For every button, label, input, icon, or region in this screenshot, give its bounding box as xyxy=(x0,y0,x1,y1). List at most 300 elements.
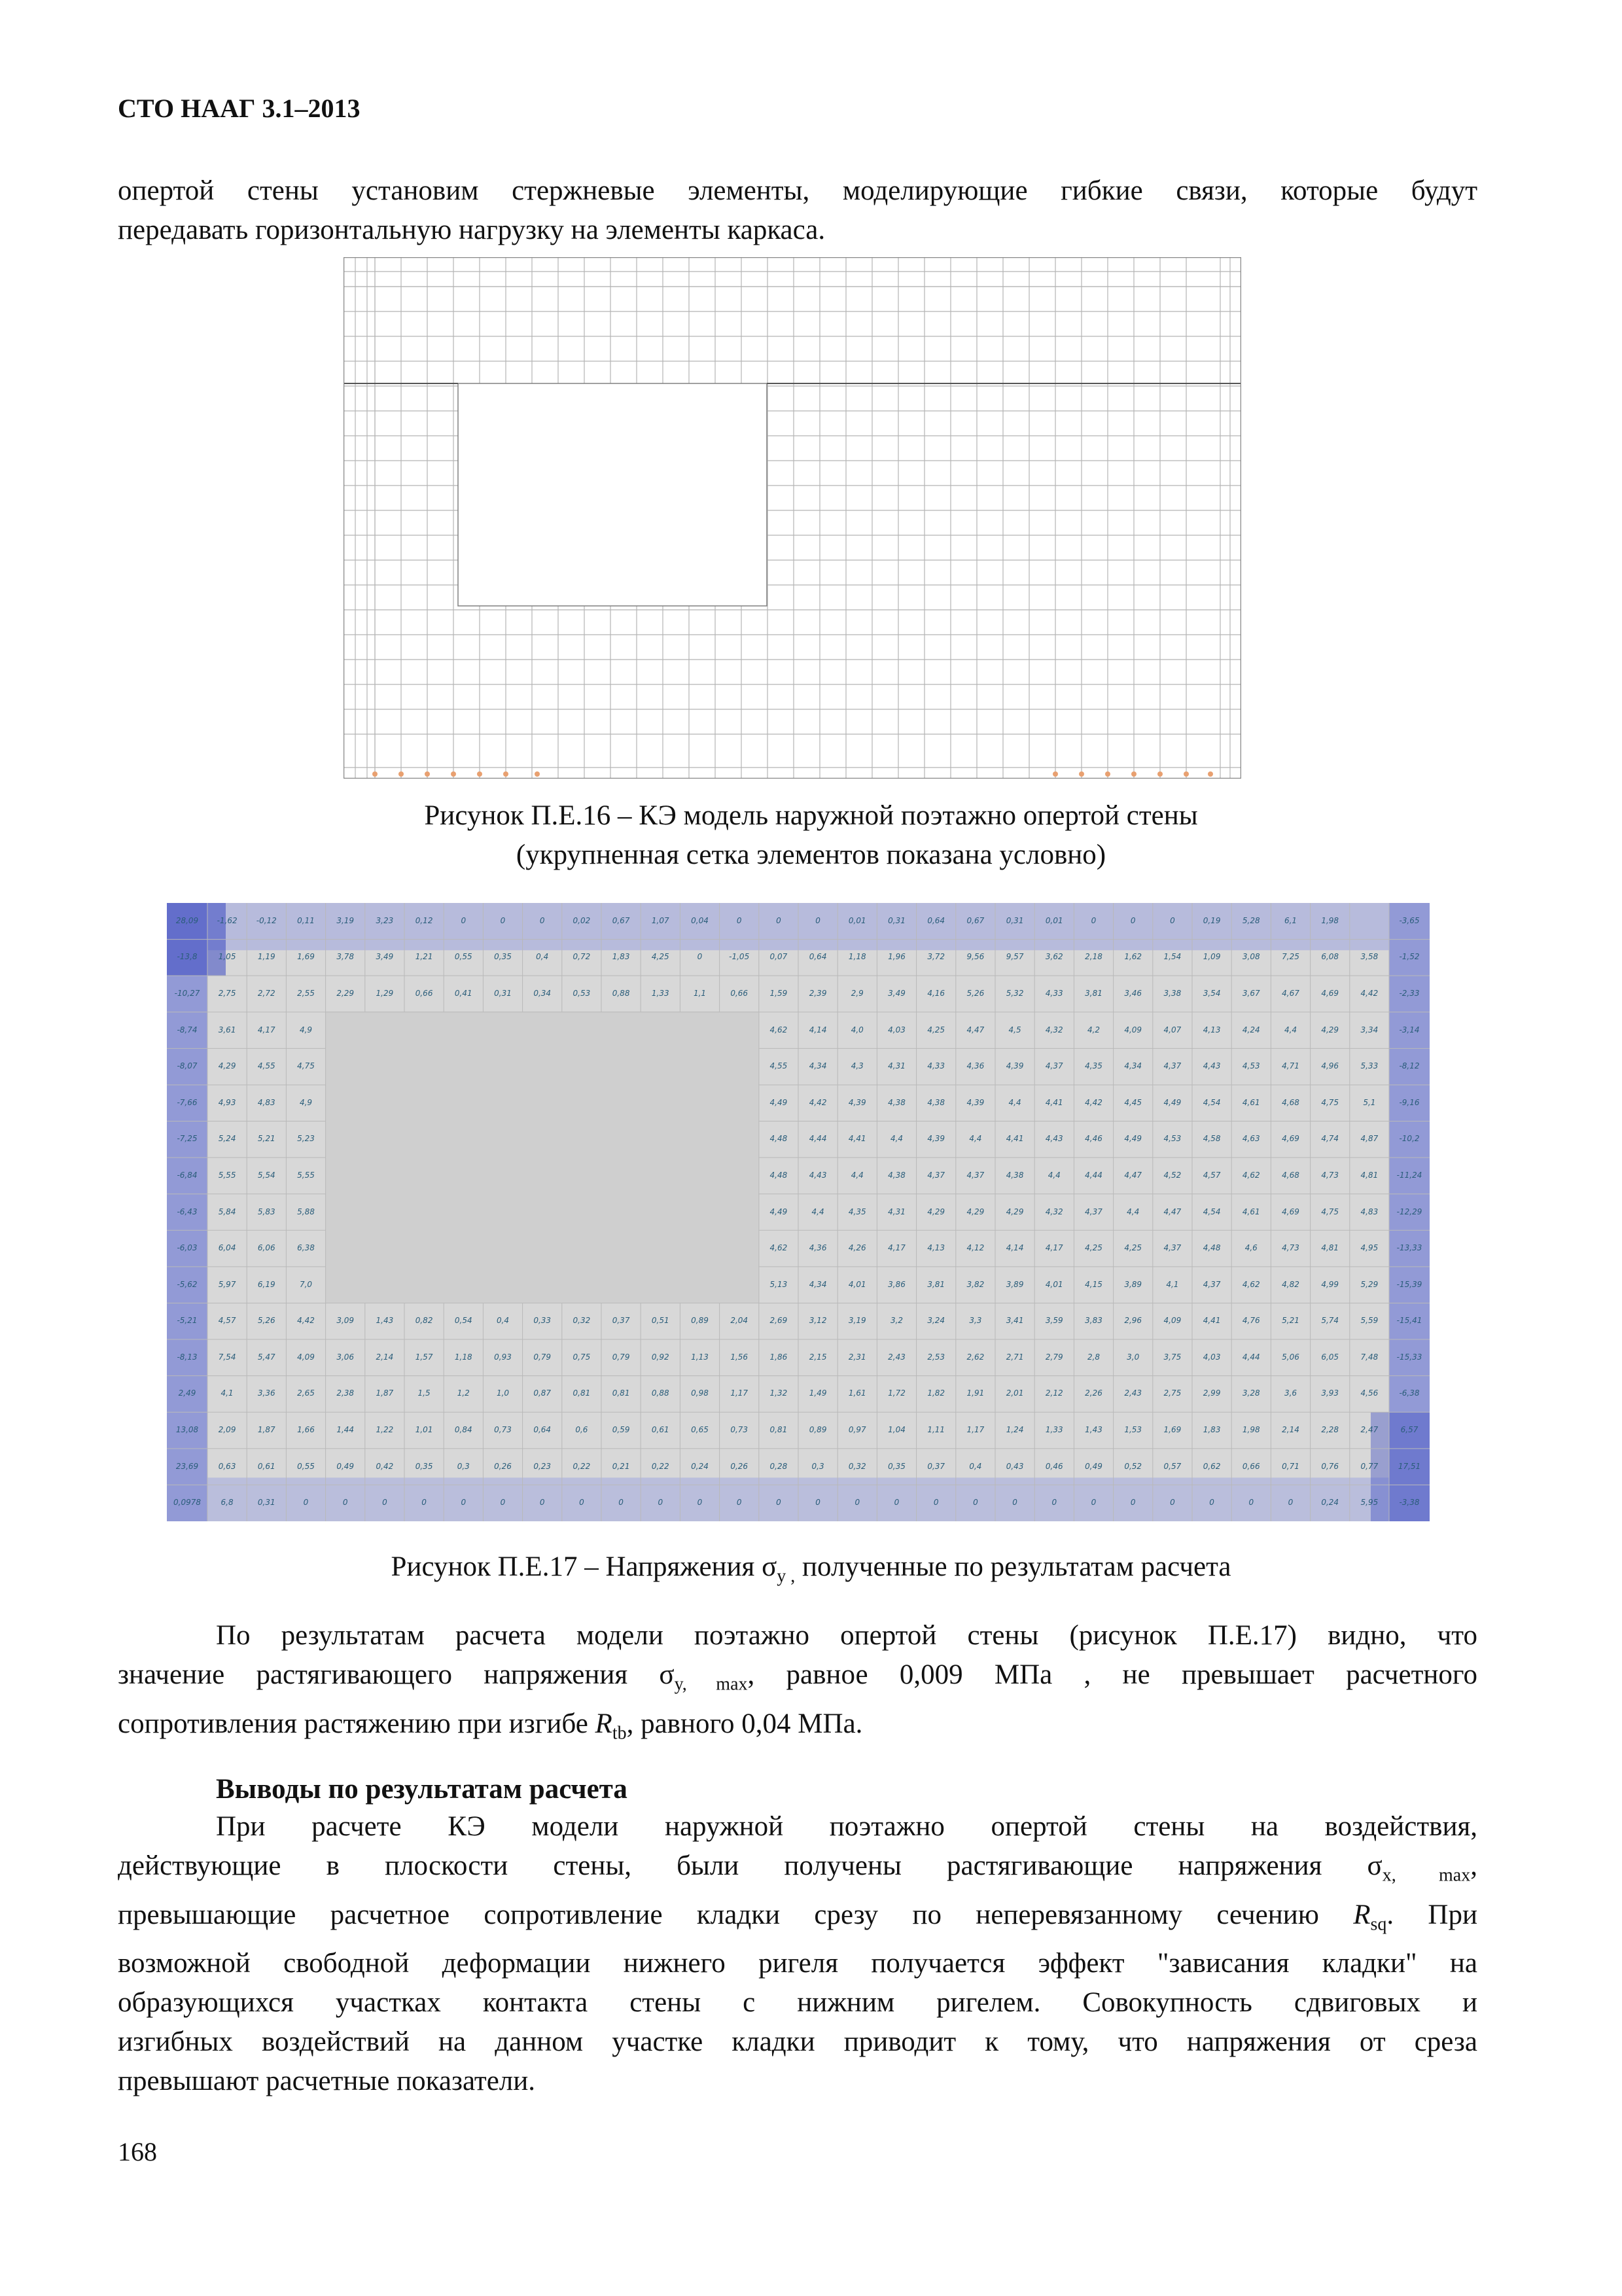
stress-value-cell: 4,4 xyxy=(969,1134,982,1144)
figure-stress-field xyxy=(167,903,1430,1521)
stress-value-cell: 0 xyxy=(776,915,781,925)
stress-value-cell: 6,06 xyxy=(257,1243,275,1253)
stress-value-cell: 3,19 xyxy=(336,915,355,925)
stress-value-cell: 3,12 xyxy=(809,1316,827,1326)
stress-value-cell: 0,42 xyxy=(376,1461,394,1471)
mesh-support-node xyxy=(1079,771,1084,777)
stress-value-cell: 3,81 xyxy=(927,1279,945,1289)
stress-value-cell: 0,79 xyxy=(533,1352,552,1362)
stress-value-cell: 2,96 xyxy=(1124,1316,1142,1326)
stress-value-cell: 1,18 xyxy=(848,952,866,962)
stress-value-cell: 1,49 xyxy=(809,1388,827,1398)
stress-value-cell: 2,71 xyxy=(1006,1352,1024,1362)
stress-value-cell: 0 xyxy=(736,915,742,925)
stress-value-cell: 1,66 xyxy=(297,1425,315,1435)
stress-value-cell: 0,51 xyxy=(651,1316,669,1326)
stress-value-cell: 0 xyxy=(855,1498,860,1508)
stress-value-cell: 5,29 xyxy=(1360,1279,1379,1289)
stress-value-cell: 0,61 xyxy=(651,1425,669,1435)
stress-value-cell: 4,57 xyxy=(218,1316,236,1326)
conclusions-line-3-R: R xyxy=(1353,1899,1371,1930)
stress-value-cell: 2,09 xyxy=(218,1425,236,1435)
stress-value-cell: 4,48 xyxy=(769,1134,788,1144)
stress-left-edge-value: 0,0978 xyxy=(173,1498,201,1508)
stress-value-cell: 2,39 xyxy=(809,988,827,998)
stress-value-cell: 0,37 xyxy=(612,1316,630,1326)
stress-value-cell: 0,22 xyxy=(573,1461,591,1471)
stress-value-cell: 4,03 xyxy=(1203,1352,1221,1362)
stress-value-cell: 0,93 xyxy=(494,1352,512,1362)
stress-value-cell: 4,42 xyxy=(1360,988,1379,998)
stress-value-cell: 1,59 xyxy=(769,988,788,998)
conclusions-line-4: возможной свободной деформации нижнего ригеля получается эффект "зависания кладки" на xyxy=(118,1948,1477,1979)
stress-right-edge-value: -3,38 xyxy=(1399,1498,1420,1508)
stress-value-cell: 0,81 xyxy=(769,1425,788,1435)
stress-value-cell: 0,73 xyxy=(730,1425,749,1435)
stress-value-cell: 4,75 xyxy=(297,1061,315,1071)
stress-value-cell: 4,4 xyxy=(1008,1097,1021,1107)
stress-value-cell: 4,25 xyxy=(1085,1243,1102,1253)
stress-value-cell: 1,83 xyxy=(612,952,630,962)
stress-value-cell: 0 xyxy=(618,1498,624,1508)
conclusions-paragraph xyxy=(118,1807,1477,2101)
stress-value-cell: 5,28 xyxy=(1242,915,1260,925)
stress-value-cell: 4,25 xyxy=(927,1025,945,1034)
stress-value-cell: 1,98 xyxy=(1321,915,1339,925)
stress-value-cell: 4,55 xyxy=(257,1061,275,1071)
stress-value-cell: 0,26 xyxy=(730,1461,749,1471)
stress-value-cell: 0 xyxy=(461,1498,467,1508)
stress-value-cell: 0,88 xyxy=(651,1388,669,1398)
stress-value-cell: 0,64 xyxy=(809,952,827,962)
stress-value-cell: 1,44 xyxy=(336,1425,355,1435)
stress-value-cell: 9,57 xyxy=(1006,952,1024,962)
stress-value-cell: 0 xyxy=(1130,915,1136,925)
page-number: 168 xyxy=(118,2137,157,2166)
stress-value-cell: 4,15 xyxy=(1085,1279,1102,1289)
stress-value-cell: 1,69 xyxy=(297,952,315,962)
stress-value-cell: 4,49 xyxy=(1163,1097,1182,1107)
stress-value-cell: 0,35 xyxy=(888,1461,906,1471)
stress-value-cell: 0 xyxy=(539,915,545,925)
stress-value-cell: 4,81 xyxy=(1360,1170,1379,1180)
stress-value-cell: 0,65 xyxy=(691,1425,709,1435)
stress-value-cell: 4,2 xyxy=(1087,1025,1101,1034)
stress-value-cell: 4,29 xyxy=(218,1061,236,1071)
stress-value-cell: 4,24 xyxy=(1242,1025,1260,1034)
stress-value-cell: 0 xyxy=(815,915,820,925)
stress-value-cell: 0 xyxy=(1091,915,1097,925)
stress-value-cell: 6,8 xyxy=(220,1498,234,1508)
intro-line-1: опертой стены установим стержневые элементы, моделирующие гибкие связи, которые будут xyxy=(118,175,1477,206)
stress-value-cell: 3,06 xyxy=(336,1352,355,1362)
mesh-support-node xyxy=(535,771,540,777)
stress-value-cell: 1,17 xyxy=(730,1388,749,1398)
stress-right-edge-value: -15,33 xyxy=(1396,1352,1422,1362)
stress-value-cell: 4,29 xyxy=(1321,1025,1339,1034)
stress-value-cell: 4,47 xyxy=(1124,1170,1142,1180)
stress-value-cell: 0 xyxy=(579,1498,584,1508)
stress-value-cell: 4,4 xyxy=(890,1134,904,1144)
stress-value-cell: 0,43 xyxy=(1006,1461,1024,1471)
stress-value-cell: 4,09 xyxy=(297,1352,315,1362)
stress-value-cell: 4,35 xyxy=(848,1207,866,1216)
stress-value-cell: 4,47 xyxy=(966,1025,985,1034)
stress-value-cell: 3,62 xyxy=(1045,952,1063,962)
stress-value-cell: 0,66 xyxy=(1242,1461,1260,1471)
stress-value-cell: 3,49 xyxy=(376,952,394,962)
stress-value-cell: 0,4 xyxy=(969,1461,982,1471)
stress-right-edge-value: -2,33 xyxy=(1399,988,1420,998)
stress-value-cell: 5,88 xyxy=(297,1207,315,1216)
mesh-support-node xyxy=(1208,771,1213,777)
stress-value-cell: 0 xyxy=(500,915,506,925)
stress-value-cell: 5,47 xyxy=(257,1352,275,1362)
stress-value-cell: 0 xyxy=(697,952,703,962)
mesh-support-node xyxy=(1105,771,1110,777)
stress-value-cell: 0,02 xyxy=(573,915,591,925)
stress-value-cell: 3,6 xyxy=(1284,1388,1297,1398)
stress-left-edge-value: 13,08 xyxy=(175,1425,199,1435)
stress-value-cell: 4,9 xyxy=(299,1025,313,1034)
stress-value-cell: 2,65 xyxy=(297,1388,315,1398)
stress-value-cell: 4,41 xyxy=(848,1134,866,1144)
stress-value-cell: 1,54 xyxy=(1163,952,1182,962)
stress-value-cell: 0,62 xyxy=(1203,1461,1221,1471)
stress-value-cell: 0 xyxy=(342,1498,348,1508)
stress-left-edge-value: -13,8 xyxy=(177,952,198,962)
stress-value-cell: 6,05 xyxy=(1321,1352,1339,1362)
stress-value-cell: 2,29 xyxy=(336,988,355,998)
stress-value-cell: 0,31 xyxy=(1006,915,1024,925)
stress-value-cell: 0 xyxy=(894,1498,900,1508)
stress-value-cell: 6,04 xyxy=(218,1243,236,1253)
stress-value-cell: 3,19 xyxy=(848,1316,866,1326)
stress-value-cell: 0,59 xyxy=(612,1425,630,1435)
stress-value-cell: 3,23 xyxy=(376,915,394,925)
stress-left-edge-value: -8,13 xyxy=(177,1352,198,1362)
stress-value-cell: 1,1 xyxy=(693,988,707,998)
stress-value-cell: 4,68 xyxy=(1282,1097,1299,1107)
stress-value-cell: 4,43 xyxy=(1203,1061,1221,1071)
stress-value-cell: 1,33 xyxy=(651,988,669,998)
stress-value-cell: 0 xyxy=(461,915,467,925)
stress-left-edge-value: -5,62 xyxy=(177,1279,198,1289)
stress-value-cell: 0 xyxy=(736,1498,742,1508)
stress-value-cell: 2,75 xyxy=(1163,1388,1182,1398)
stress-value-cell: 4,49 xyxy=(769,1097,788,1107)
stress-value-cell: 4,14 xyxy=(1006,1243,1024,1253)
stress-value-cell: 4,38 xyxy=(927,1097,945,1107)
stress-value-cell: 2,31 xyxy=(848,1352,866,1362)
stress-value-cell: 0,92 xyxy=(651,1352,669,1362)
stress-value-cell: 7,0 xyxy=(299,1279,313,1289)
conclusions-line-3a: превышающие расчетное сопротивление кладки срезу по неперевязанному сечению xyxy=(118,1899,1354,1930)
stress-value-cell: 4,4 xyxy=(851,1170,864,1180)
stress-value-cell: 4,37 xyxy=(1163,1243,1182,1253)
stress-left-edge-value: -6,43 xyxy=(177,1207,198,1216)
stress-value-cell: 4,39 xyxy=(927,1134,945,1144)
stress-value-cell: 1,43 xyxy=(376,1316,394,1326)
stress-value-cell: 4,09 xyxy=(1163,1316,1182,1326)
results-line-3-sub: tb xyxy=(612,1723,627,1744)
stress-right-edge-value: -10,2 xyxy=(1399,1134,1420,1144)
stress-value-cell: 4,44 xyxy=(1242,1352,1260,1362)
stress-value-cell: 4,81 xyxy=(1321,1243,1339,1253)
stress-right-edge-value: -8,12 xyxy=(1399,1061,1420,1071)
mesh-support-node xyxy=(372,771,378,777)
stress-value-cell: 4,61 xyxy=(1242,1207,1260,1216)
stress-value-cell: 4,25 xyxy=(651,952,669,962)
stress-value-cell: 3,93 xyxy=(1321,1388,1339,1398)
stress-value-cell: 3,2 xyxy=(890,1316,904,1326)
stress-left-edge-value: -10,27 xyxy=(174,988,200,998)
stress-value-cell: 0,54 xyxy=(454,1316,472,1326)
stress-value-cell: 0,07 xyxy=(769,952,788,962)
stress-value-cell: 5,95 xyxy=(1360,1498,1379,1508)
stress-right-edge-value: -15,39 xyxy=(1396,1279,1422,1289)
stress-value-cell: 0 xyxy=(421,1498,427,1508)
stress-value-cell: 4,83 xyxy=(257,1097,275,1107)
stress-value-cell: 0,31 xyxy=(888,915,906,925)
stress-value-cell: 1,82 xyxy=(927,1388,945,1398)
mesh-support-node xyxy=(503,771,508,777)
stress-value-cell: 0,76 xyxy=(1321,1461,1339,1471)
stress-value-cell: 4,1 xyxy=(220,1388,234,1398)
stress-value-cell: 4,37 xyxy=(1085,1207,1102,1216)
stress-value-cell: 2,15 xyxy=(809,1352,827,1362)
stress-value-cell: 2,18 xyxy=(1085,952,1102,962)
stress-value-cell: 4,39 xyxy=(848,1097,866,1107)
stress-value-cell: 4,17 xyxy=(888,1243,906,1253)
stress-value-cell: 4,41 xyxy=(1006,1134,1024,1144)
stress-opening xyxy=(326,1012,759,1303)
stress-value-cell: 4,14 xyxy=(809,1025,827,1034)
stress-right-edge-value: -9,16 xyxy=(1399,1097,1420,1107)
stress-value-cell: 4,41 xyxy=(1045,1097,1063,1107)
stress-value-cell: 2,01 xyxy=(1006,1388,1024,1398)
stress-value-cell: 0,35 xyxy=(494,952,512,962)
stress-value-cell: 4,0 xyxy=(851,1025,864,1034)
stress-value-cell: 3,09 xyxy=(336,1316,355,1326)
stress-value-cell: 4,33 xyxy=(927,1061,945,1071)
stress-value-cell: 4,42 xyxy=(809,1097,827,1107)
stress-value-cell: 3,81 xyxy=(1085,988,1102,998)
conclusions-line-5: образующихся участках контакта стены с нижним ригелем. Совокупность сдвиговых и xyxy=(118,1987,1477,2019)
stress-right-edge-value: -11,24 xyxy=(1396,1170,1422,1180)
stress-value-cell: 0,12 xyxy=(415,915,433,925)
figure2-caption-suffix: полученные по результатам расчета xyxy=(795,1551,1231,1582)
mesh-support-node xyxy=(451,771,456,777)
stress-value-cell: 0,79 xyxy=(612,1352,630,1362)
stress-value-cell: 7,48 xyxy=(1360,1352,1379,1362)
stress-value-cell: 4,34 xyxy=(809,1279,827,1289)
stress-value-cell: 0,49 xyxy=(1085,1461,1102,1471)
stress-value-cell: 0,63 xyxy=(218,1461,236,1471)
stress-value-cell: 0,6 xyxy=(575,1425,588,1435)
stress-value-cell: 3,08 xyxy=(1242,952,1260,962)
stress-value-cell: 0,4 xyxy=(496,1316,510,1326)
stress-value-cell: 4,68 xyxy=(1282,1170,1299,1180)
stress-value-cell: 0,4 xyxy=(536,952,549,962)
stress-left-edge-value: -7,25 xyxy=(177,1134,198,1144)
stress-value-cell: 4,38 xyxy=(1006,1170,1024,1180)
stress-value-cell: 0,28 xyxy=(769,1461,788,1471)
stress-value-cell: 5,23 xyxy=(297,1134,315,1144)
stress-value-cell: 0 xyxy=(382,1498,387,1508)
stress-value-cell: 1,98 xyxy=(1242,1425,1260,1435)
stress-value-cell: 1,61 xyxy=(848,1388,866,1398)
stress-value-cell: 0 xyxy=(1209,1498,1214,1508)
stress-value-cell: 2,14 xyxy=(376,1352,394,1362)
stress-value-cell: 3,58 xyxy=(1360,952,1379,962)
mesh-opening xyxy=(458,383,767,606)
stress-right-edge-value: -15,41 xyxy=(1396,1316,1422,1326)
stress-value-cell: 4,75 xyxy=(1321,1207,1339,1216)
stress-value-cell: 0 xyxy=(697,1498,703,1508)
stress-value-cell: 1,2 xyxy=(457,1388,470,1398)
stress-value-cell: 3,75 xyxy=(1163,1352,1182,1362)
stress-value-cell: 5,1 xyxy=(1363,1097,1376,1107)
stress-value-cell: 4,07 xyxy=(1163,1025,1182,1034)
intro-line-2: передавать горизонтальную нагрузку на элементы каркаса. xyxy=(118,215,826,245)
stress-right-edge-value: 6,57 xyxy=(1400,1425,1419,1435)
stress-value-cell: 0,73 xyxy=(494,1425,512,1435)
figure2-caption-sub: y , xyxy=(777,1566,796,1587)
stress-value-cell: 4,09 xyxy=(1124,1025,1142,1034)
stress-value-cell: 4,36 xyxy=(966,1061,985,1071)
stress-value-cell: 4,93 xyxy=(218,1097,236,1107)
stress-value-cell: 4,56 xyxy=(1360,1388,1379,1398)
stress-value-cell: 3,83 xyxy=(1085,1316,1102,1326)
stress-value-cell: 4,34 xyxy=(809,1061,827,1071)
stress-value-cell: 0,24 xyxy=(691,1461,709,1471)
stress-value-cell: 5,74 xyxy=(1321,1316,1339,1326)
stress-value-cell: 4,47 xyxy=(1163,1207,1182,1216)
figure1-caption-line1: Рисунок П.Е.16 – КЭ модель наружной поэтажно опертой стены xyxy=(424,800,1198,831)
stress-right-edge-value: -6,38 xyxy=(1399,1388,1420,1398)
stress-value-cell: 1,21 xyxy=(415,952,433,962)
results-line-2-sub: y, max xyxy=(674,1674,748,1695)
stress-value-cell: 4,53 xyxy=(1163,1134,1182,1144)
stress-value-cell: 0 xyxy=(1248,1498,1254,1508)
stress-value-cell: 4,62 xyxy=(769,1243,788,1253)
stress-value-cell: 4,32 xyxy=(1045,1025,1063,1034)
stress-value-cell: 3,78 xyxy=(336,952,355,962)
stress-value-cell: 0,89 xyxy=(691,1316,709,1326)
stress-value-cell: 1,53 xyxy=(1124,1425,1142,1435)
stress-value-cell: 0,67 xyxy=(612,915,630,925)
stress-value-cell: 4,96 xyxy=(1321,1061,1339,1071)
stress-value-cell: 0,77 xyxy=(1360,1461,1379,1471)
stress-right-edge-value: -3,14 xyxy=(1399,1025,1420,1034)
stress-value-cell: 0 xyxy=(303,1498,309,1508)
stress-value-cell: -1,62 xyxy=(217,915,238,925)
stress-value-cell: 3,49 xyxy=(888,988,906,998)
stress-value-cell: 0 xyxy=(539,1498,545,1508)
stress-left-edge-value: 28,09 xyxy=(175,915,199,925)
stress-value-cell: 0,01 xyxy=(1045,915,1063,925)
stress-value-cell: 4,48 xyxy=(1203,1243,1221,1253)
stress-value-cell: 0,41 xyxy=(454,988,472,998)
stress-value-cell: 2,28 xyxy=(1321,1425,1339,1435)
stress-value-cell: 4,43 xyxy=(809,1170,827,1180)
stress-value-cell: 3,41 xyxy=(1006,1316,1024,1326)
stress-value-cell: 0,3 xyxy=(811,1461,824,1471)
stress-value-cell: 1,62 xyxy=(1124,952,1142,962)
stress-value-cell: 0,87 xyxy=(533,1388,552,1398)
stress-value-cell: 4,32 xyxy=(1045,1207,1063,1216)
stress-value-cell: 1,01 xyxy=(415,1425,433,1435)
results-line-3b: , равного 0,04 МПа. xyxy=(626,1708,863,1739)
conclusions-line-2 xyxy=(118,1846,1477,1896)
stress-value-cell: 4,13 xyxy=(927,1243,945,1253)
stress-value-cell: 4,73 xyxy=(1282,1243,1299,1253)
stress-value-cell: 3,34 xyxy=(1360,1025,1379,1034)
stress-value-cell: 4,17 xyxy=(257,1025,275,1034)
stress-value-cell: 4,49 xyxy=(769,1207,788,1216)
stress-value-cell: 1,83 xyxy=(1203,1425,1221,1435)
stress-value-cell: 4,29 xyxy=(927,1207,945,1216)
conclusions-line-1: При расчете КЭ модели наружной поэтажно опертой стены на воздействия, xyxy=(216,1811,1477,1842)
stress-value-cell: 0,32 xyxy=(848,1461,866,1471)
stress-value-cell: 5,21 xyxy=(1282,1316,1299,1326)
stress-value-cell: 0,21 xyxy=(612,1461,630,1471)
stress-value-cell: 4,43 xyxy=(1045,1134,1063,1144)
stress-left-edge-value: 2,49 xyxy=(178,1388,196,1398)
stress-value-cell: 2,43 xyxy=(888,1352,906,1362)
stress-value-cell: 0,55 xyxy=(297,1461,315,1471)
stress-value-cell: 4,4 xyxy=(1284,1025,1297,1034)
stress-value-cell: 4,4 xyxy=(1127,1207,1140,1216)
conclusions-line-3 xyxy=(118,1896,1477,1945)
conclusions-line-7: превышают расчетные показатели. xyxy=(118,2066,536,2097)
stress-value-cell: 0,88 xyxy=(612,988,630,998)
stress-value-cell: 1,09 xyxy=(1203,952,1221,962)
stress-right-edge-value: -1,52 xyxy=(1399,952,1420,962)
stress-value-cell: 4,73 xyxy=(1321,1170,1339,1180)
stress-right-edge-value: 17,51 xyxy=(1398,1461,1421,1471)
stress-value-cell: 1,32 xyxy=(769,1388,788,1398)
stress-value-cell: 0,64 xyxy=(533,1425,552,1435)
stress-left-edge-value: 23,69 xyxy=(175,1461,199,1471)
stress-value-cell: 0,24 xyxy=(1321,1498,1339,1508)
stress-value-cell: 4,17 xyxy=(1045,1243,1063,1253)
stress-value-cell: 0,35 xyxy=(415,1461,433,1471)
stress-value-cell: 1,11 xyxy=(927,1425,945,1435)
stress-value-cell: 3,59 xyxy=(1045,1316,1063,1326)
stress-value-cell: 4,5 xyxy=(1008,1025,1021,1034)
stress-value-cell: 0 xyxy=(1288,1498,1294,1508)
stress-value-cell: 1,91 xyxy=(966,1388,985,1398)
stress-value-cell: 3,46 xyxy=(1124,988,1142,998)
stress-value-cell: 0,61 xyxy=(257,1461,275,1471)
stress-value-cell: 4,69 xyxy=(1282,1134,1299,1144)
stress-value-cell: 4,01 xyxy=(848,1279,866,1289)
stress-value-cell: 4,31 xyxy=(888,1207,906,1216)
stress-value-cell: 2,75 xyxy=(218,988,236,998)
stress-value-cell: 0,84 xyxy=(454,1425,472,1435)
stress-value-cell: 0,64 xyxy=(927,915,945,925)
stress-value-cell: 4,99 xyxy=(1321,1279,1339,1289)
stress-value-cell: 0 xyxy=(815,1498,820,1508)
stress-value-cell: 0,01 xyxy=(848,915,866,925)
stress-value-cell: 0,57 xyxy=(1163,1461,1182,1471)
stress-value-cell: 4,31 xyxy=(888,1061,906,1071)
stress-value-cell: 0 xyxy=(1012,1498,1017,1508)
stress-value-cell: 4,44 xyxy=(809,1134,827,1144)
stress-value-cell: 7,25 xyxy=(1282,952,1299,962)
